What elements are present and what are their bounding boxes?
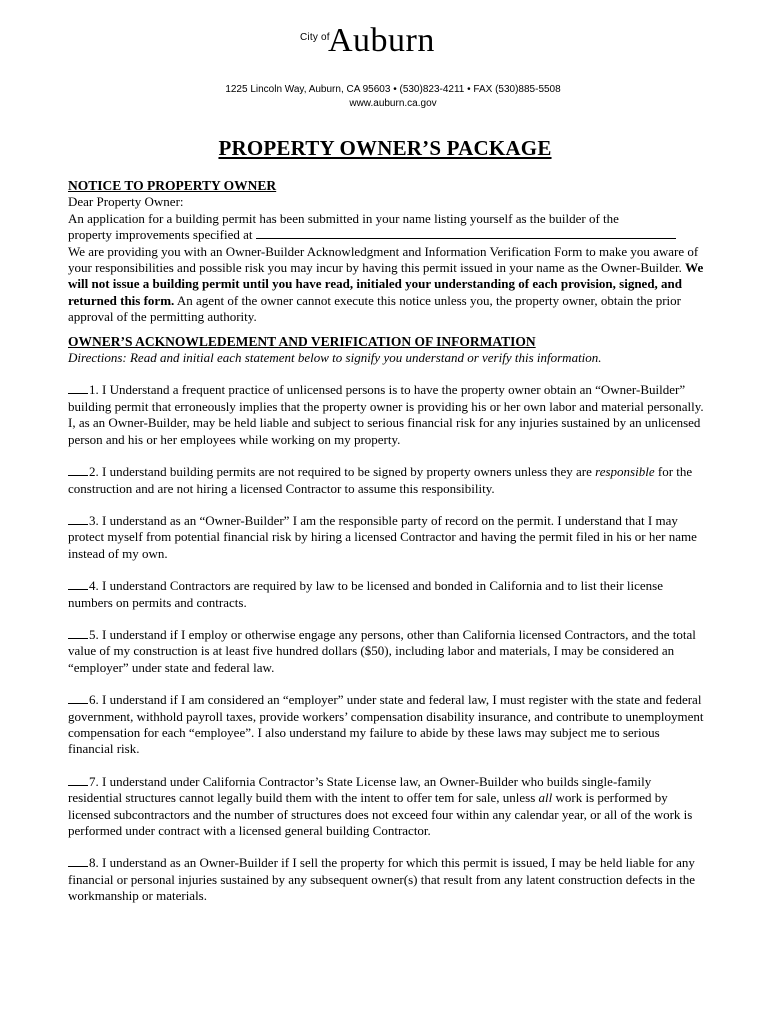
ack-item-1 <box>68 382 708 448</box>
ack-item-8-text: 8. I understand as an Owner-Builder if I sell the property for which this permit is issued, I may be held liable for any financial or personal injuries sustained by any subsequent owner(s) that result from any latent construction defects in the workmanship or materials. <box>68 855 696 904</box>
document-body <box>68 178 708 905</box>
ack-item-6-text: 6. I understand if I am considered an “employer” under state and federal law, I must register with the state and federal government, withhold payroll taxes, provide workers’ compensation disability insurance, and contribute to unemployment compensation for each “employee”. I also understand my failure to abide by these laws may subject me to serious financial risk. <box>68 692 704 757</box>
initial-field-7[interactable] <box>68 774 88 786</box>
ack-item-5 <box>68 627 708 676</box>
notice-para-b: An agent of the owner cannot execute this notice unless you, the property owner, obtain the prior approval of the permitting authority. <box>68 292 681 325</box>
ack-item-2-emphasis: responsible <box>595 464 655 480</box>
ack-item-2-text-a: 2. I understand building permits are not required to be signed by property owners unless they are <box>89 464 592 480</box>
initial-field-8[interactable] <box>68 855 88 867</box>
initial-field-2[interactable] <box>68 464 88 476</box>
logo-city-name: Auburn <box>328 22 435 59</box>
notice-line-2-text: property improvements specified at <box>68 227 253 243</box>
ack-item-7-text-b: work is performed by licensed subcontractors and the number of structures does not exceed four within any calendar year, or all of the work is performed under contract with a licensed general building Contractor. <box>68 790 693 838</box>
salutation: Dear Property Owner: <box>68 194 184 210</box>
ack-item-4 <box>68 578 708 611</box>
ack-item-8 <box>68 855 708 904</box>
ack-item-3 <box>68 513 708 562</box>
notice-line-1: An application for a building permit has been submitted in your name listing yourself as the builder of the <box>68 210 619 226</box>
ack-item-2 <box>68 464 708 497</box>
initial-field-1[interactable] <box>68 382 88 394</box>
initial-field-5[interactable] <box>68 627 88 639</box>
notice-line-2 <box>68 227 708 243</box>
initial-field-6[interactable] <box>68 692 88 704</box>
notice-paragraph <box>68 244 708 326</box>
notice-heading: NOTICE TO PROPERTY OWNER <box>68 178 277 193</box>
city-logo <box>296 22 476 62</box>
property-address-field[interactable] <box>256 227 676 239</box>
notice-para-a: We are providing you with an Owner-Builder Acknowledgment and Information Verification Form to make you aware of your responsibilities and possible risk you may incur by having this permit issued in your name as the Owner-Builder. <box>68 243 699 276</box>
ack-item-1-text: 1. I Understand a frequent practice of unlicensed persons is to have the property owner obtain an “Owner-Builder” building permit that erroneously implies that the property owner is providing his or her own labor and material personally. I, as an Owner-Builder, may be held liable and subject to serious financial risk for any injuries sustained by an unlicensed person and his or her employees while working on my property. <box>68 382 704 447</box>
logo-city-prefix: City of <box>300 32 330 43</box>
ack-item-3-text: 3. I understand as an “Owner-Builder” I am the responsible party of record on the permit. I understand that I may protect myself from potential financial risk by hiring a licensed Contractor and having the permit filed in his or her name instead of my own. <box>68 512 697 561</box>
initial-field-3[interactable] <box>68 513 88 525</box>
ack-heading: OWNER’S ACKNOWLEDEMENT AND VERIFICATION OF INFORMATION <box>68 333 536 349</box>
notice-para-bold: We will not issue a building permit until you have read, initialed your understanding of each provision, signed, and returned this form. <box>68 260 704 308</box>
ack-item-4-text: 4. I understand Contractors are required by law to be licensed and bonded in California and to list their license numbers on permits and contracts. <box>68 578 663 610</box>
ack-directions: Directions: Read and initial each statement below to signify you understand or verify this information. <box>68 350 602 366</box>
address-line: 1225 Lincoln Way, Auburn, CA 95603 • (530)823-4211 • FAX (530)885-5508 <box>225 84 561 95</box>
ack-item-7 <box>68 774 708 840</box>
initial-field-4[interactable] <box>68 578 88 590</box>
ack-item-5-text: 5. I understand if I employ or otherwise engage any persons, other than California licensed Contractors, and the total value of my construction is at least five hundred dollars ($50), including labor and materials, I may be considered an “employer” under state and federal law. <box>68 626 696 675</box>
page-title: PROPERTY OWNER’S PACKAGE <box>218 136 552 160</box>
ack-item-2-text-b: for the construction and are not hiring a licensed Contractor to assume this responsibility. <box>68 464 693 496</box>
ack-item-7-emphasis: all <box>538 790 553 806</box>
ack-item-7-text-a: 7. I understand under California Contractor’s State License law, an Owner-Builder who builds single-family residential structures cannot legally build them with the intent to offer tem for sale, unless <box>68 773 652 806</box>
website: www.auburn.ca.gov <box>349 98 437 109</box>
ack-item-6 <box>68 692 708 758</box>
